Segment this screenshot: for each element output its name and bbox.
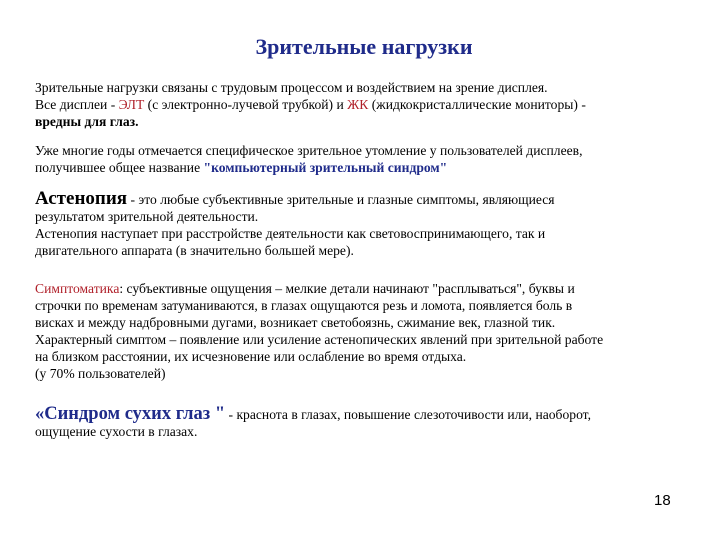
symptoms-line-2: строчки по временам затуманиваются, в глазах ощущаются резь и ломота, появляется боль в	[35, 298, 573, 313]
page-number: 18	[654, 492, 671, 509]
asthenopia-line-1	[35, 190, 705, 208]
syndrome-line-2	[35, 159, 705, 176]
asthenopia-line-4: двигательного аппарата (в значительно большей мере).	[35, 243, 354, 258]
paragraph-dry-eye	[35, 406, 705, 440]
asthenopia-line-2: результатом зрительной деятельности.	[35, 209, 259, 224]
paragraph-intro	[35, 79, 705, 130]
dry-eye-line-1	[35, 406, 705, 423]
intro-text-b: (с электронно-лучевой трубкой) и	[144, 97, 348, 112]
dry-eye-line-2: ощущение сухости в глазах.	[35, 424, 198, 439]
symptoms-line-6: (у 70% пользователей)	[35, 366, 166, 381]
asthenopia-term: Астенопия	[35, 188, 128, 209]
paragraph-symptoms	[35, 280, 705, 382]
dry-eye-term: «Синдром сухих глаз "	[35, 404, 226, 424]
symptoms-text: : субъективные ощущения – мелкие детали начинают "расплываться", буквы и	[119, 281, 575, 296]
asthenopia-def: - это любые субъективные зрительные и глазные симптомы, являющиеся	[127, 192, 555, 207]
symptoms-line-5: на близком расстоянии, их исчезновение или ослабление во время отдыха.	[35, 349, 467, 364]
intro-line-1: Зрительные нагрузки связаны с трудовым процессом и воздействием на зрение дисплея.	[35, 80, 548, 95]
symptoms-term: Симптоматика	[35, 281, 120, 296]
intro-text-c: (жидкокристаллические мониторы) -	[368, 97, 586, 112]
dry-eye-text: - краснота в глазах, повышение слезоточивости или, наоборот,	[225, 407, 592, 422]
paragraph-syndrome	[35, 142, 705, 176]
symptoms-line-3: висках и между надбровными дугами, возникает светобоязнь, сжимание век, глазной тик.	[35, 315, 556, 330]
symptoms-line-1	[35, 280, 705, 297]
syndrome-name: "компьютерный зрительный синдром"	[203, 160, 448, 175]
syndrome-text: получившее общее название	[35, 160, 204, 175]
asthenopia-line-3: Астенопия наступает при расстройстве деятельности как световоспринимающего, так и	[35, 226, 546, 241]
intro-line-2	[35, 96, 705, 113]
slide-title: Зрительные нагрузки	[255, 34, 473, 59]
paragraph-asthenopia	[35, 190, 705, 259]
syndrome-line-1: Уже многие годы отмечается специфическое зрительное утомление у пользователей дисплеев,	[35, 143, 583, 158]
symptoms-line-4: Характерный симптом – появление или усиление астенопических явлений при зрительной работе	[35, 332, 604, 347]
intro-line-3: вредны для глаз.	[35, 114, 139, 129]
zhk-term: ЖК	[347, 97, 369, 112]
intro-text-a: Все дисплеи -	[35, 97, 119, 112]
elt-term: ЭЛТ	[118, 97, 145, 112]
